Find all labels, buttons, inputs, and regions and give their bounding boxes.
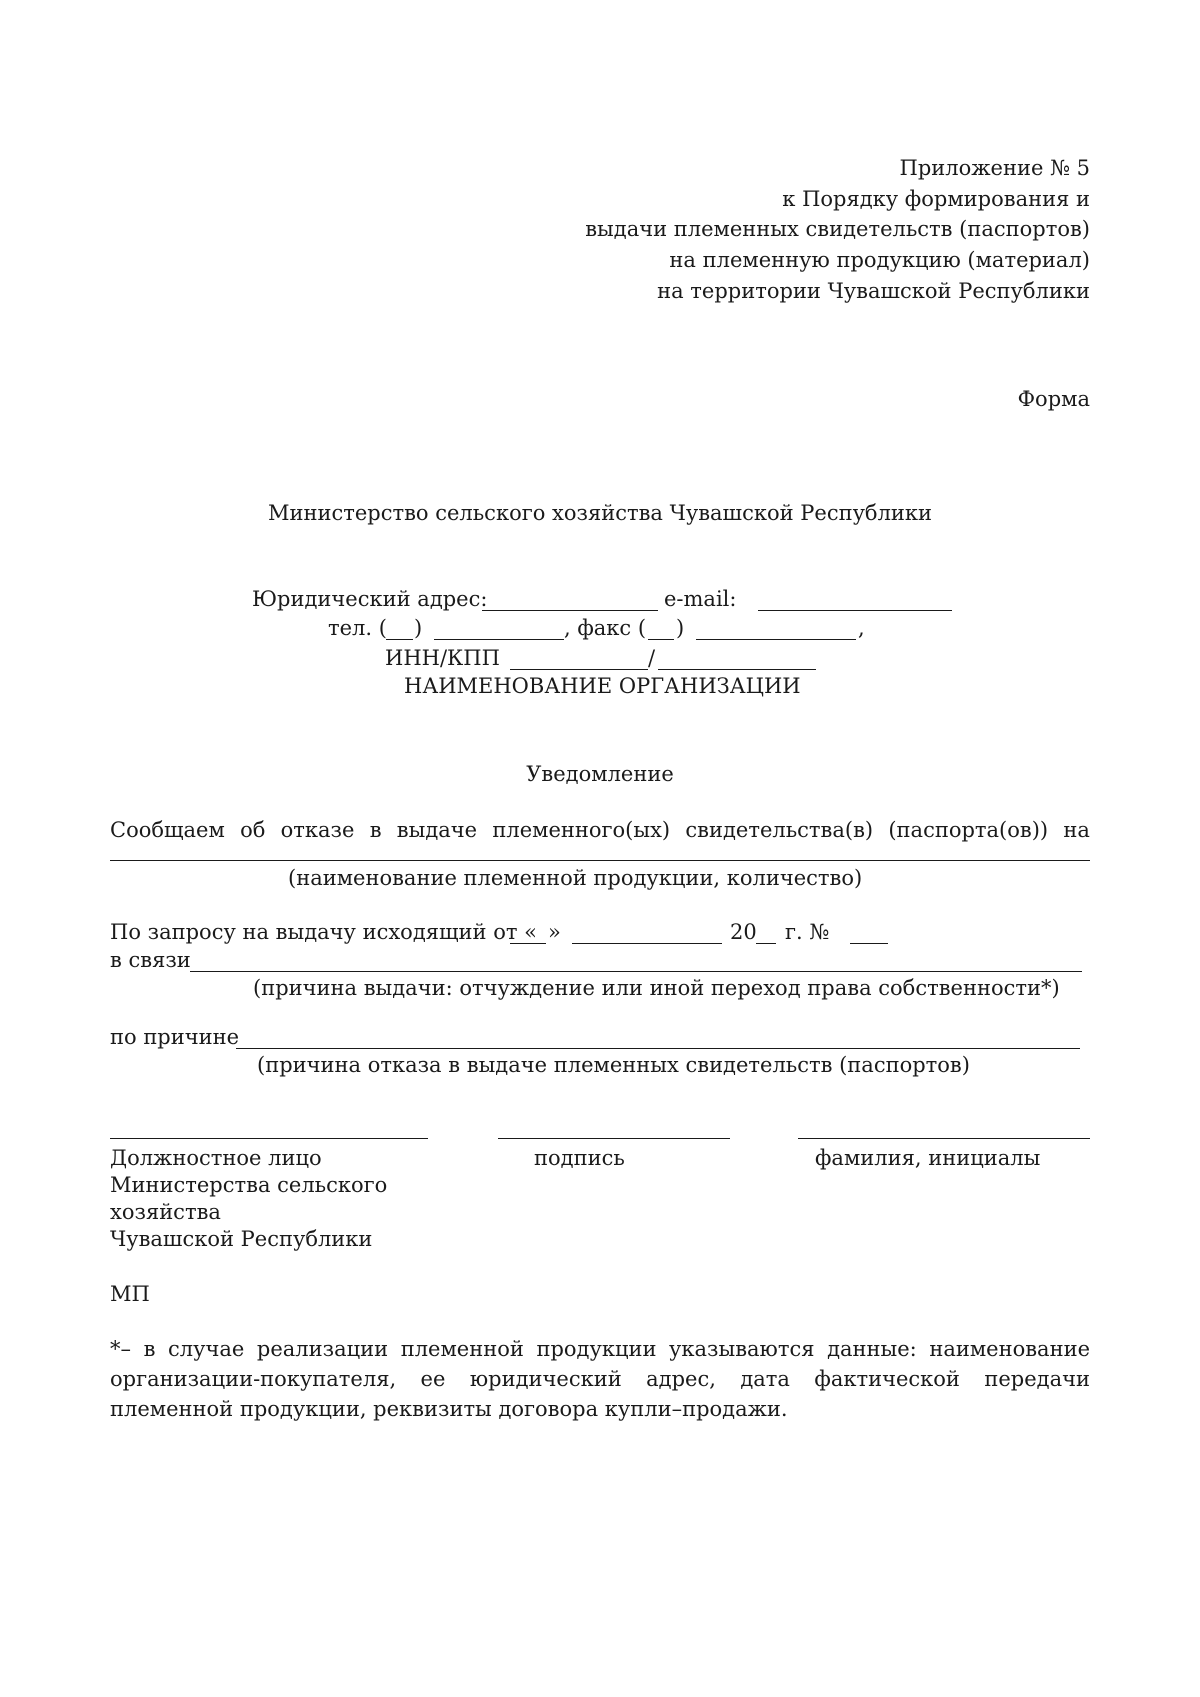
relation-label: в связи <box>110 948 191 972</box>
form-label: Форма <box>1017 387 1090 411</box>
legal-address-field[interactable] <box>482 610 658 611</box>
request-quote-close: » <box>548 920 561 944</box>
message-word: в <box>369 818 382 842</box>
kpp-field[interactable] <box>658 669 816 670</box>
fax-code-field[interactable] <box>648 639 674 640</box>
stamp-label: МП <box>110 1282 150 1306</box>
tel-label: тел. ( <box>328 616 387 640</box>
relation-field[interactable] <box>190 971 1082 972</box>
legal-address-label: Юридический адрес: <box>252 587 488 611</box>
request-year-field[interactable] <box>756 943 776 944</box>
message-word: об <box>240 818 266 842</box>
reason-field[interactable] <box>236 1048 1080 1049</box>
tel-close: ) <box>414 616 423 640</box>
fax-end: , <box>858 616 865 640</box>
reason-caption: (причина отказа в выдаче племенных свидетельств (паспортов) <box>257 1053 970 1077</box>
message-word: Сообщаем <box>110 818 225 842</box>
signature-line[interactable] <box>498 1138 730 1139</box>
fax-close: ) <box>676 616 685 640</box>
request-year-suffix: г. № <box>785 920 830 944</box>
official-title-line: Чувашской Республики <box>110 1227 373 1251</box>
appendix-number: Приложение № 5 <box>899 156 1090 180</box>
message-word: племенного(ых) <box>492 818 671 842</box>
name-line[interactable] <box>798 1138 1090 1139</box>
appendix-line-3: выдачи племенных свидетельств (паспортов) <box>585 217 1090 241</box>
inn-slash: / <box>648 646 656 670</box>
official-title-line: Должностное лицо <box>110 1146 322 1170</box>
email-label: e-mail: <box>664 587 737 611</box>
notice-title: Уведомление <box>526 762 674 786</box>
official-signature-line[interactable] <box>110 1138 428 1139</box>
name-caption: фамилия, инициалы <box>815 1146 1041 1170</box>
inn-field[interactable] <box>510 669 648 670</box>
product-caption: (наименование племенной продукции, количество) <box>288 866 863 890</box>
official-title-line: Министерства сельского <box>110 1173 388 1197</box>
message-word: выдаче <box>396 818 478 842</box>
fax-label: , факс ( <box>564 616 647 640</box>
appendix-line-5: на территории Чувашской Республики <box>657 279 1090 303</box>
inn-label: ИНН/КПП <box>385 646 500 670</box>
email-field[interactable] <box>758 610 952 611</box>
message-word: (паспорта(ов)) <box>888 818 1049 842</box>
appendix-line-4: на племенную продукцию (материал) <box>669 248 1090 272</box>
message-word: на <box>1063 818 1090 842</box>
request-prefix: По запросу на выдачу исходящий от « <box>110 920 537 944</box>
signature-caption: подпись <box>534 1146 625 1170</box>
product-field[interactable] <box>110 860 1090 861</box>
notice-message <box>110 820 1090 841</box>
footnote: *– в случае реализации племенной продукции указываются данные: наименование организации-покупателя, ее юридический адрес, дата фактической передачи племенной продукции, реквизиты договора купли–продажи. <box>110 1337 1090 1421</box>
fax-number-field[interactable] <box>696 639 856 640</box>
request-year-label: 20 <box>730 920 757 944</box>
request-number-field[interactable] <box>850 943 888 944</box>
organization-name-caption: НАИМЕНОВАНИЕ ОРГАНИЗАЦИИ <box>404 674 801 698</box>
request-day-field[interactable] <box>510 943 546 944</box>
tel-code-field[interactable] <box>386 639 413 640</box>
ministry-name: Министерство сельского хозяйства Чувашской Республики <box>267 501 933 525</box>
relation-caption: (причина выдачи: отчуждение или иной переход права собственности*) <box>253 976 1060 1000</box>
message-word: отказе <box>280 818 355 842</box>
official-title-line: хозяйства <box>110 1200 221 1224</box>
reason-label: по причине <box>110 1025 240 1049</box>
message-word: свидетельства(в) <box>685 818 874 842</box>
request-month-field[interactable] <box>572 943 722 944</box>
tel-number-field[interactable] <box>434 639 564 640</box>
appendix-line-2: к Порядку формирования и <box>782 187 1090 211</box>
